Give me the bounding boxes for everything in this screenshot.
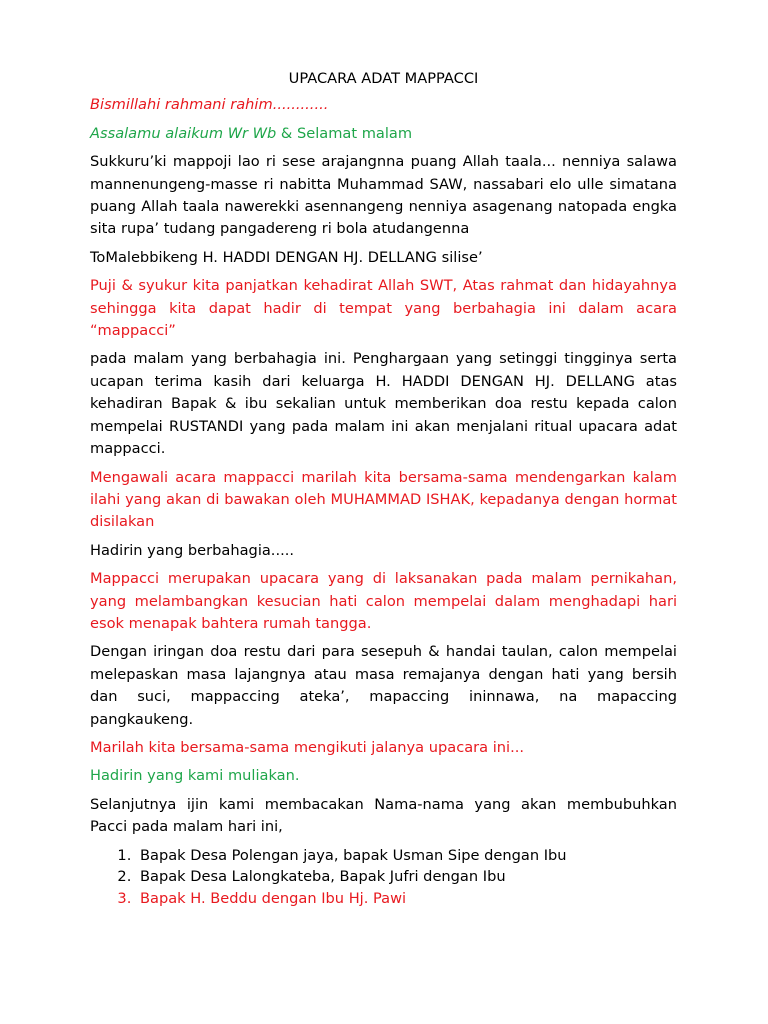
paragraph-honored-hosts: ToMalebbikeng H. HADDI DENGAN HJ. DELLANG silise’ [90,248,483,266]
paragraph-thanks: pada malam yang berbahagia ini. Penghargaan yang setinggi tingginya serta ucapan terima kasih dari keluarga H. HADDI DENGAN HJ. DELLANG atas kehadiran Bapak & ibu sekalian untuk memberikan doa restu kepada calon mempelai RUSTANDI yang pada malam ini akan menjalani ritual upacara adat mappacci. [90,350,677,458]
paragraph-audience-greeting: Hadirin yang berbahagia..... [90,541,295,559]
paragraph-praise: Puji & syukur kita panjatkan kehadirat Allah SWT, Atas rahmat dan hidayahnya sehingga kita dapat hadir di tempat yang berbahagia ini dalam acara “mappacci” [90,277,677,340]
opening-basmala: Bismillahi rahmani rahim............ [90,96,329,114]
greeting-evening: & Selamat malam [276,124,413,142]
document-title: UPACARA ADAT MAPPACCI [288,70,479,87]
list-item: 3. Bapak H. Beddu dengan Ibu Hj. Pawi [136,888,677,910]
document-page [90,68,677,909]
paragraph-opening-gratitude: Sukkuru’ki mappoji lao ri sese arajangnna puang Allah taala... nenniya salawa mannenungeng-masse ri nabitta Muhammad SAW, nassabari elo ulle simatana puang Allah taala nawerekki asennangeng nenniya asagenang natopada engka sita rupa’ tudang pangadereng ri bola atudangenna [90,153,677,238]
paragraph-invitation: Marilah kita bersama-sama mengikuti jalanya upacara ini... [90,738,525,756]
paragraph-mappacci-meaning: Mappacci merupakan upacara yang di laksanakan pada malam pernikahan, yang melambangkan kesucian hati calon mempelai dalam menghadapi hari esok menapak bahtera rumah tangga. [90,570,677,632]
pacci-names-list [90,845,677,910]
paragraph-names-intro: Selanjutnya ijin kami membacakan Nama-nama yang akan membubuhkan Pacci pada malam hari ini, [90,795,677,836]
paragraph-honored-audience: Hadirin yang kami muliakan. [90,767,300,785]
greeting-salam: Assalamu alaikum Wr Wb [90,124,277,142]
list-item: 2. Bapak Desa Lalongkateba, Bapak Jufri dengan Ibu [136,866,677,888]
paragraph-quran-recital: Mengawali acara mappacci marilah kita bersama-sama mendengarkan kalam ilahi yang akan di bawakan oleh MUHAMMAD ISHAK, kepadanya dengan hormat disilakan [90,468,677,531]
paragraph-blessing: Dengan iringan doa restu dari para sesepuh & handai taulan, calon mempelai melepaskan masa lajangnya atau masa remajanya dengan hati yang bersih dan suci, mappaccing ateka’, mapaccing ininnawa, na mapaccing pangkaukeng. [90,643,677,728]
greeting-line [90,123,677,145]
list-item: 1. Bapak Desa Polengan jaya, bapak Usman Sipe dengan Ibu [136,845,677,867]
